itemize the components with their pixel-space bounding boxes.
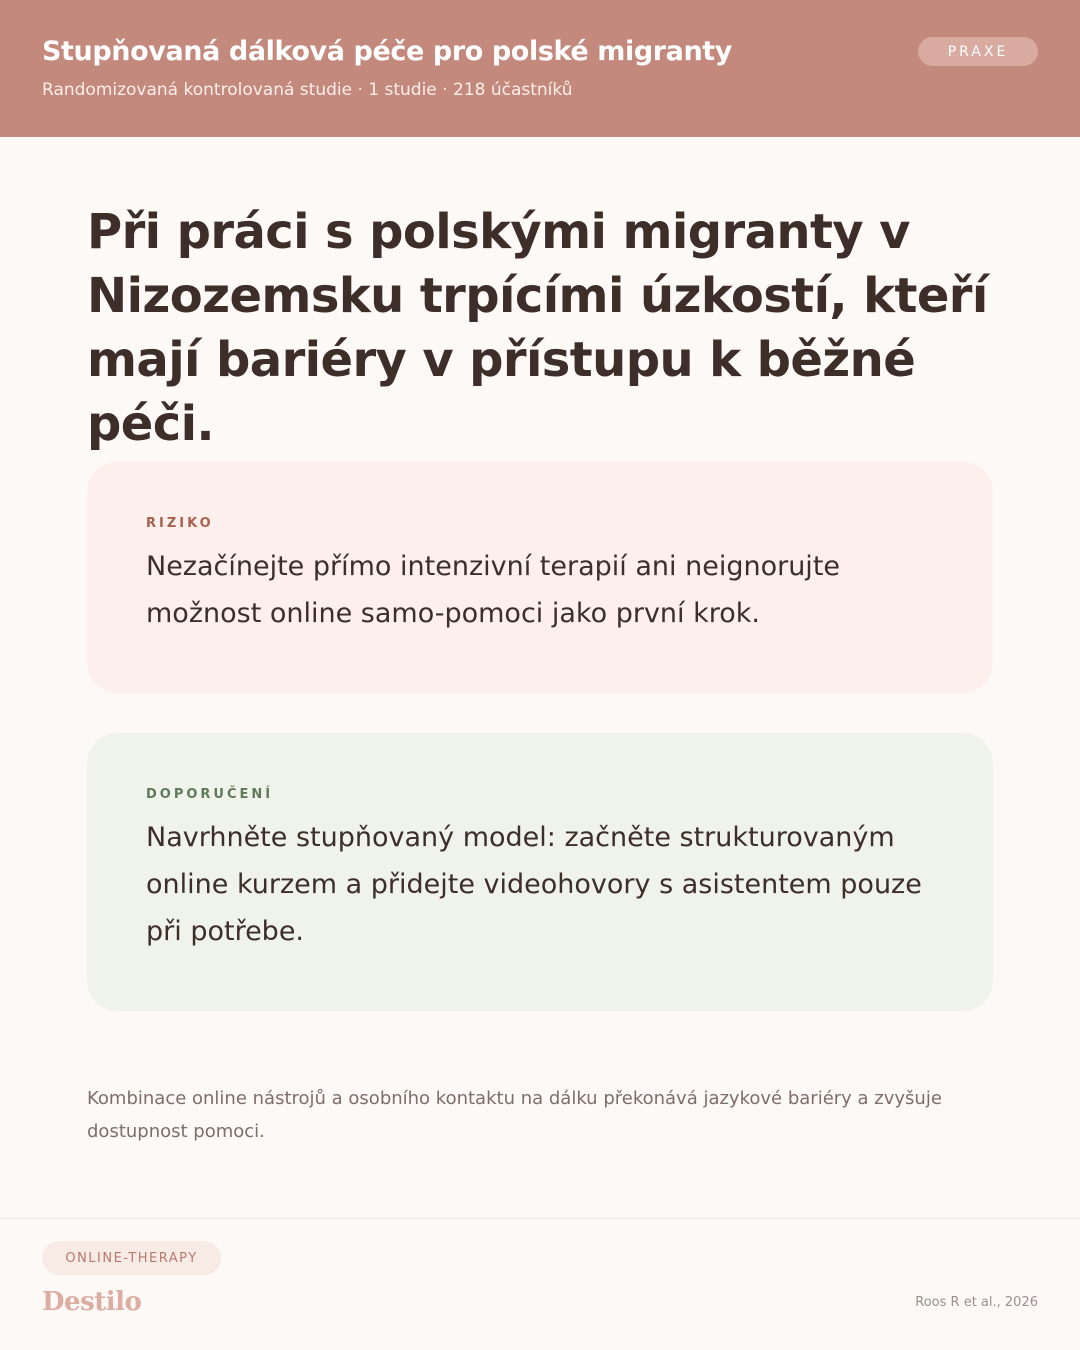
summary-text: Kombinace online nástrojů a osobního kontaktu na dálku překonává jazykové bariéry a zvyšuje dostupnost pomoci. xyxy=(87,1088,942,1142)
topic-tag[interactable]: ONLINE-THERAPY xyxy=(42,1241,221,1275)
citation: Roos R et al., 2026 xyxy=(915,1295,1038,1310)
risk-text: Nezačínejte přímo intenzivní terapií ani neignorujte možnost online samo-pomoci jako první krok. xyxy=(146,551,841,629)
recommendation-label: DOPORUČENÍ xyxy=(146,787,274,802)
brand-logo: Destilo xyxy=(42,1287,142,1317)
recommendation-text: Navrhněte stupňovaný model: začněte strukturovaným online kurzem a přidejte videohovory s asistentem pouze při potřebe. xyxy=(146,822,922,947)
header-title: Stupňovaná dálková péče pro polské migranty xyxy=(42,36,733,67)
risk-label: RIZIKO xyxy=(146,516,214,531)
header-banner xyxy=(0,0,1080,137)
recommendation-card xyxy=(87,733,993,1011)
risk-card xyxy=(87,462,993,693)
header-subtitle: Randomizovaná kontrolovaná studie · 1 studie · 218 účastníků xyxy=(42,80,573,100)
category-badge: PRAXE xyxy=(918,37,1038,66)
main-heading: Při práci s polskými migranty v Nizozemsku trpícími úzkostí, kteří mají bariéry v přístupu k běžné péči. xyxy=(87,204,988,452)
footer-divider xyxy=(0,1218,1080,1219)
